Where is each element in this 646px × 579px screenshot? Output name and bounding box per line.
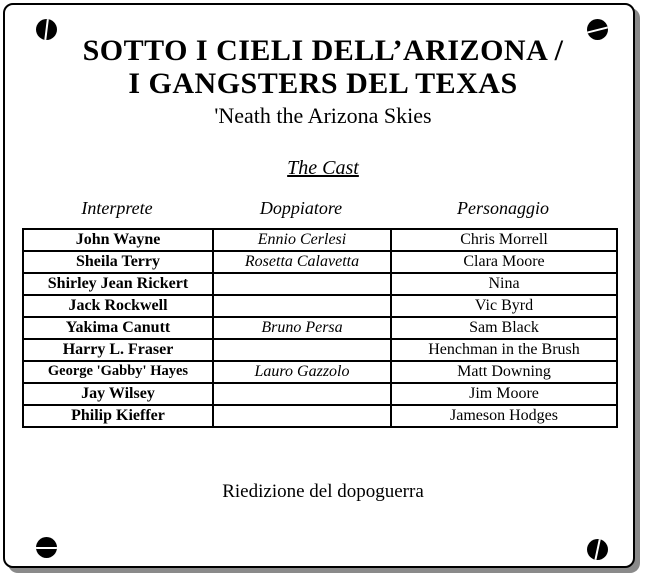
screw-icon-bottom-right: [587, 539, 608, 560]
section-heading: [0, 157, 646, 180]
film-title-original: 'Neath the Arizona Skies: [214, 103, 432, 128]
screw-slot: [36, 547, 57, 549]
cell-personaggio: Clara Moore: [391, 251, 617, 273]
film-title-italian: [0, 34, 646, 100]
cell-interprete: George 'Gabby' Hayes: [23, 361, 213, 383]
screw-slot: [587, 25, 608, 33]
cell-interprete: Jay Wilsey: [23, 383, 213, 405]
cell-doppiatore: Rosetta Calavetta: [213, 251, 391, 273]
cell-interprete: Yakima Canutt: [23, 317, 213, 339]
table-row: [23, 295, 617, 317]
cell-personaggio: Chris Morrell: [391, 229, 617, 251]
table-row: [23, 251, 617, 273]
column-header-personaggio: Personaggio: [457, 198, 549, 218]
cell-interprete: Sheila Terry: [23, 251, 213, 273]
cast-table: [22, 228, 618, 428]
cell-doppiatore: [213, 405, 391, 427]
table-row: [23, 273, 617, 295]
cell-personaggio: Henchman in the Brush: [391, 339, 617, 361]
cast-table-body: [23, 229, 617, 427]
table-row: [23, 339, 617, 361]
cell-personaggio: Sam Black: [391, 317, 617, 339]
cell-interprete: Jack Rockwell: [23, 295, 213, 317]
cell-interprete: Harry L. Fraser: [23, 339, 213, 361]
cell-doppiatore: Bruno Persa: [213, 317, 391, 339]
cell-doppiatore: [213, 339, 391, 361]
cell-interprete: Philip Kieffer: [23, 405, 213, 427]
footer-note: Riedizione del dopoguerra: [222, 481, 424, 502]
cell-personaggio: Jim Moore: [391, 383, 617, 405]
cell-doppiatore: [213, 295, 391, 317]
cell-doppiatore: [213, 383, 391, 405]
cast-table-column-headers: [22, 198, 616, 219]
column-header-interprete: Interprete: [81, 198, 153, 218]
cell-doppiatore: [213, 273, 391, 295]
column-header-doppiatore: Doppiatore: [259, 198, 343, 218]
cell-doppiatore: Ennio Cerlesi: [213, 229, 391, 251]
screw-slot: [594, 539, 602, 560]
section-heading-text: The Cast: [287, 157, 359, 179]
cell-interprete: John Wayne: [23, 229, 213, 251]
screw-icon-bottom-left: [36, 537, 57, 558]
table-row: [23, 229, 617, 251]
cell-doppiatore: Lauro Gazzolo: [213, 361, 391, 383]
cell-interprete: Shirley Jean Rickert: [23, 273, 213, 295]
cell-personaggio: Nina: [391, 273, 617, 295]
cell-personaggio: Vic Byrd: [391, 295, 617, 317]
film-title-line-2: I GANGSTERS DEL TEXAS: [128, 67, 518, 100]
film-title-line-1: SOTTO I CIELI DELL’ARIZONA /: [82, 34, 564, 67]
table-row: [23, 361, 617, 383]
table-row: [23, 405, 617, 427]
cell-personaggio: Jameson Hodges: [391, 405, 617, 427]
cell-personaggio: Matt Downing: [391, 361, 617, 383]
table-row: [23, 317, 617, 339]
table-row: [23, 383, 617, 405]
